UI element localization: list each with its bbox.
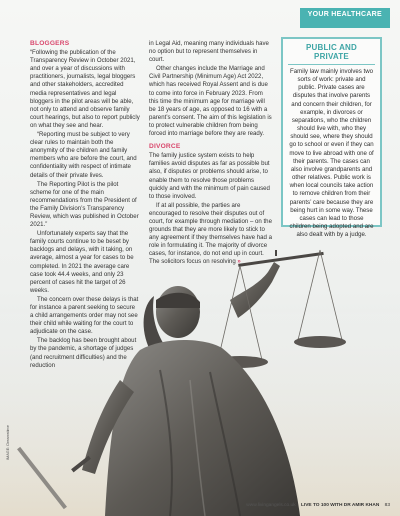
page-number: 83	[384, 503, 390, 508]
sidebar-box	[281, 37, 382, 239]
paragraph: in Legal Aid, meaning many individuals have no option but to represent themselves in court.	[149, 40, 269, 64]
sidebar-title: PUBLIC AND PRIVATE	[288, 43, 375, 65]
paragraph: The backlog has been brought about by the pandemic, a shortage of judges (and recruitment difficulties) and the reduction	[30, 337, 137, 369]
paragraph: The Reporting Pilot is the pilot scheme for one of the main recommendations from the President of the Family Division’s Transparency Review, which was published in October 2021.”	[30, 180, 139, 229]
subheading-bloggers: BLOGGERS	[30, 40, 70, 47]
sidebar-text: Family law mainly involves two sorts of work: private and public. Private cases are disputes that involve parents and concern their children, for example, in divorces or separations, who the children should live with, who they should see, where they should go to school or even if they can move to live abroad with one of their parents. The cases can also involve grandparents and other relatives. Public work is when local councils take action to remove children from their parents’ care because they are being hurt in some way. These cases can lead to those children being adopted and are also dealt with by a judge.	[289, 68, 374, 239]
paragraph: The family justice system exists to help families avoid disputes as far as possible but also, if disputes or problems should arise, to enable them to resolve those problems quickly and with the minimum of pain caused to those involved.	[149, 152, 270, 200]
paragraph: “Reporting must be subject to very clear rules to maintain both the anonymity of the children and family members who are before the court, and confidentiality with respect of intimate details of their private lives.	[30, 131, 137, 179]
continue-arrow-icon: »	[237, 258, 241, 266]
image-credit: IMAGE: Dreamstime	[6, 425, 10, 460]
article-column-left	[30, 40, 140, 371]
footer-magazine-title: LIVE TO 100 WITH DR AMIR KHAN	[300, 503, 380, 508]
paragraph: The concern over these delays is that for instance a parent seeking to secure a child arrangements order may not see their child while waiting for the court to adjudicate on the case.	[30, 295, 139, 336]
paragraph: Unfortunately experts say that the family courts continue to be beset by backlogs and delays, with it taking, on average, almost a year for cases to be completed. In 2021 the average care case took 44.4 weeks, and only 23 percent of cases hit the target of 26 weeks.	[30, 230, 134, 294]
section-header: YOUR HEALTHCARE	[300, 8, 390, 28]
footer-website: www.livingangels.co.uk	[246, 503, 296, 508]
page-footer	[246, 503, 390, 508]
subheading-divorce: DIVORCE	[149, 143, 181, 151]
paragraph: “Following the publication of the Transparency Review in October 2021, and over a year of discussions with practitioners, journalists, legal bloggers and other stakeholders, accredited media representatives and legal bloggers in the pilot areas will be able, not only to attend and observe family court hearings, but also to report publicly on what they see and hear.	[30, 49, 140, 129]
article-column-middle	[149, 40, 273, 268]
paragraph	[149, 202, 273, 267]
paragraph: Other changes include the Marriage and Civil Partnership (Minimum Age) Act 2022, which has received Royal Assent and is due to come into force in February 2023. From this time the minimum age for marriage will be 18 years of age, as opposed to 16 with a parent’s consent. The aim of this legislation is to protect vulnerable children from being forced into marriage before they are ready.	[149, 65, 272, 138]
paragraph-text: If at all possible, the parties are encouraged to resolve their disputes out of court, for example through mediation – on the grounds that they are more likely to stick to any agreement if they themselves have had a role in formulating it. The majority of divorce cases, for instance, do not end up in court. The solicitors focus on resolving	[149, 201, 272, 266]
